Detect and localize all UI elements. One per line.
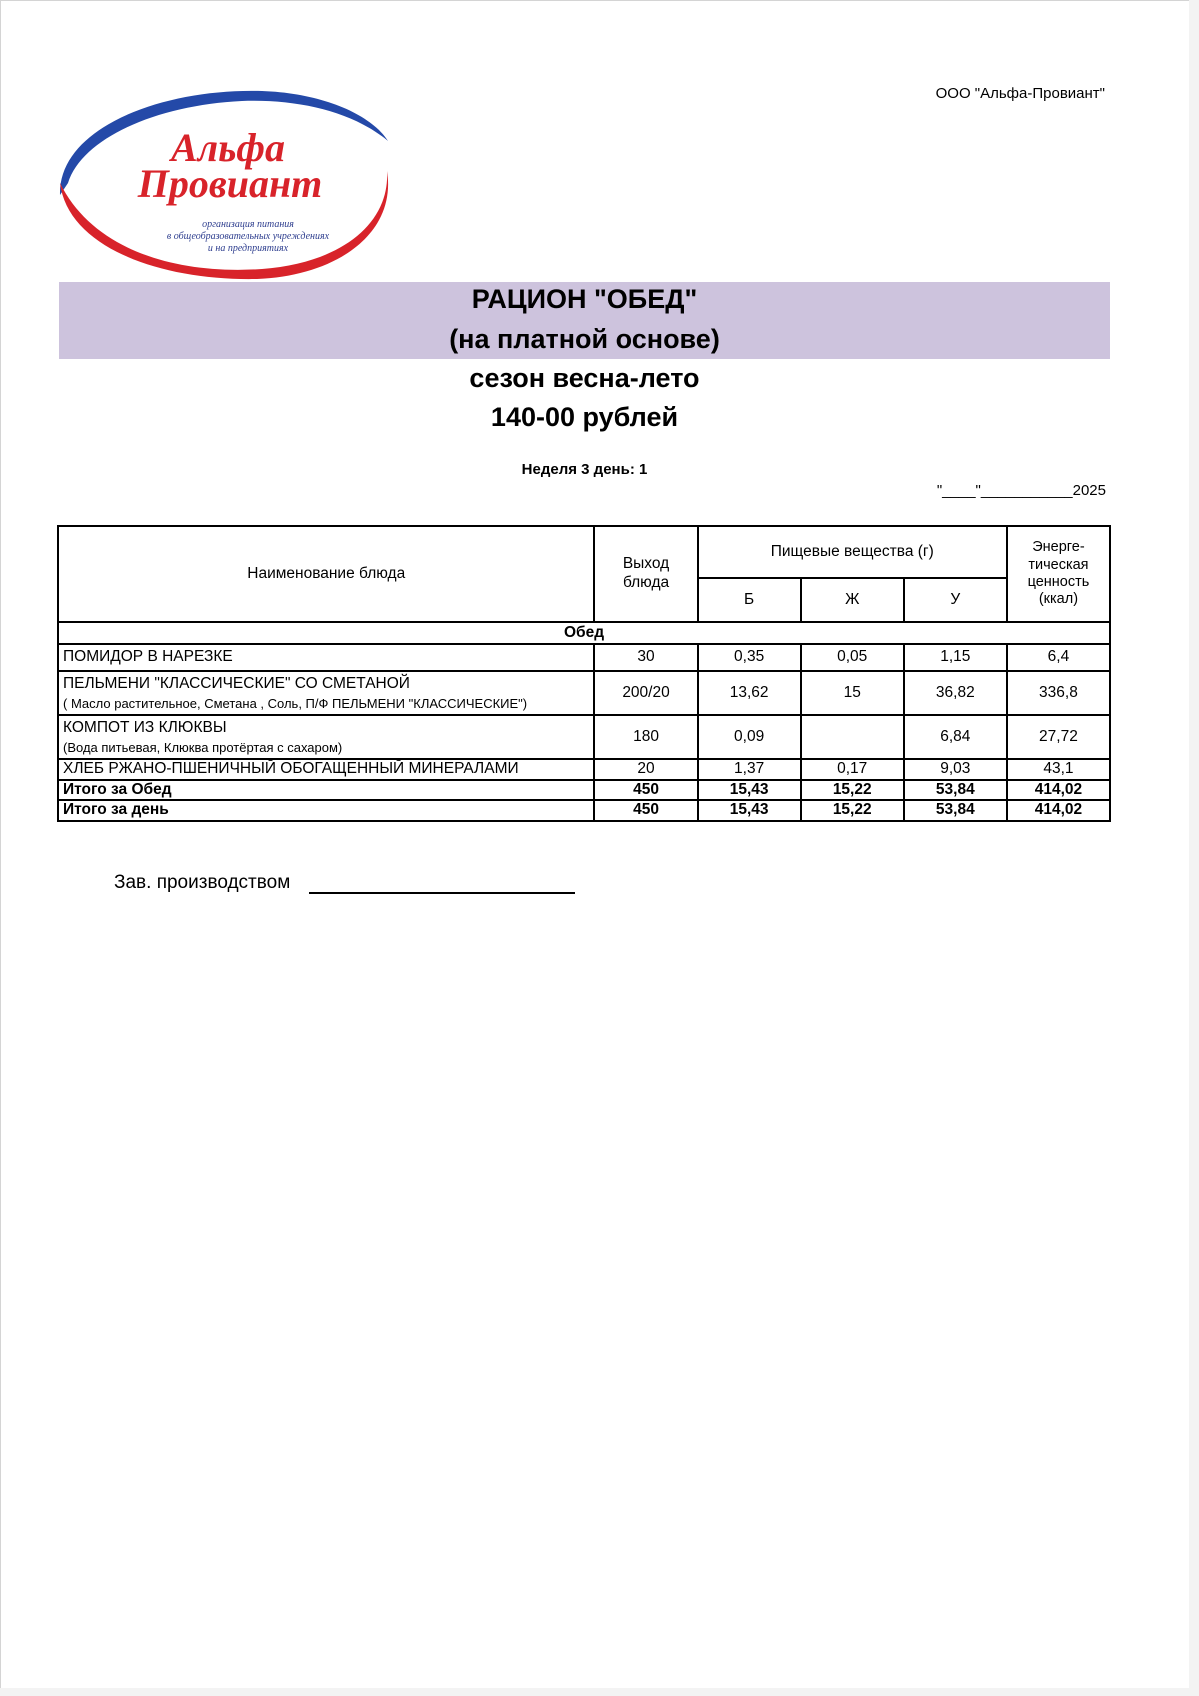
total-label: Итого за Обед bbox=[58, 780, 594, 801]
total-yield: 450 bbox=[594, 780, 697, 801]
header-fat: Ж bbox=[801, 578, 904, 622]
total-energy: 414,02 bbox=[1007, 780, 1110, 801]
section-lunch: Обед bbox=[58, 622, 1110, 644]
dish-fat: 15 bbox=[801, 671, 904, 715]
dish-energy: 336,8 bbox=[1007, 671, 1110, 715]
header-yield: Выход блюда bbox=[594, 526, 697, 622]
dish-protein: 13,62 bbox=[698, 671, 801, 715]
total-row-day bbox=[58, 800, 1110, 821]
dish-carbs: 1,15 bbox=[904, 644, 1007, 671]
logo-tagline2: в общеобразовательных учреждениях bbox=[166, 231, 330, 242]
total-carbs: 53,84 bbox=[904, 780, 1007, 801]
total-yield: 450 bbox=[594, 800, 697, 821]
total-row-lunch bbox=[58, 780, 1110, 801]
company-logo bbox=[52, 83, 390, 283]
dish-fat: 0,17 bbox=[801, 759, 904, 780]
week-day-label: Неделя 3 день: 1 bbox=[521, 461, 648, 478]
dish-protein: 0,35 bbox=[698, 644, 801, 671]
header-protein: Б bbox=[698, 578, 801, 622]
dish-carbs: 6,84 bbox=[904, 715, 1007, 759]
organization-name: ООО "Альфа-Провиант" bbox=[935, 85, 1105, 102]
total-protein: 15,43 bbox=[698, 780, 801, 801]
logo-line2: Провиант bbox=[137, 161, 323, 206]
table-row bbox=[58, 759, 1110, 780]
title-season: сезон весна-лето bbox=[469, 363, 700, 393]
dish-yield: 20 bbox=[594, 759, 697, 780]
dish-energy: 27,72 bbox=[1007, 715, 1110, 759]
total-label: Итого за день bbox=[58, 800, 594, 821]
table-row bbox=[58, 715, 1110, 759]
date-field: "____"___________2025 bbox=[936, 482, 1106, 499]
logo-tagline3: и на предприятиях bbox=[207, 243, 289, 254]
header-carbs: У bbox=[904, 578, 1007, 622]
dish-energy: 6,4 bbox=[1007, 644, 1110, 671]
logo-tagline1: организация питания bbox=[202, 219, 294, 230]
dish-carbs: 36,82 bbox=[904, 671, 1007, 715]
header-dish-name: Наименование блюда bbox=[58, 526, 594, 622]
dish-carbs: 9,03 bbox=[904, 759, 1007, 780]
dish-energy: 43,1 bbox=[1007, 759, 1110, 780]
logo-line1: Альфа bbox=[170, 125, 286, 170]
header-energy: Энерге-тическая ценность (ккал) bbox=[1007, 526, 1110, 622]
dish-name: ХЛЕБ РЖАНО-ПШЕНИЧНЫЙ ОБОГАЩЕННЫЙ МИНЕРАЛАМИ bbox=[58, 759, 594, 780]
table-row bbox=[58, 671, 1110, 715]
page-edge-right bbox=[1189, 0, 1199, 1696]
title-price: 140-00 рублей bbox=[490, 402, 679, 432]
dish-fat bbox=[801, 715, 904, 759]
dish-ingredients: (Вода питьевая, Клюква протёртая с сахаром) bbox=[63, 739, 343, 755]
dish-ingredients: ( Масло растительное, Сметана , Соль, П/Ф ПЕЛЬМЕНИ "КЛАССИЧЕСКИЕ") bbox=[63, 695, 528, 711]
total-fat: 15,22 bbox=[801, 780, 904, 801]
title-basis: (на платной основе) bbox=[449, 324, 720, 354]
dish-name: ПОМИДОР В НАРЕЗКЕ bbox=[58, 644, 594, 671]
total-energy: 414,02 bbox=[1007, 800, 1110, 821]
total-fat: 15,22 bbox=[801, 800, 904, 821]
header-nutrients: Пищевые вещества (г) bbox=[698, 526, 1007, 578]
page-edge-bottom bbox=[0, 1688, 1199, 1696]
menu-table bbox=[57, 525, 1111, 822]
total-carbs: 53,84 bbox=[904, 800, 1007, 821]
dish-yield: 180 bbox=[594, 715, 697, 759]
signature-label: Зав. производством bbox=[114, 872, 291, 893]
dish-yield: 200/20 bbox=[594, 671, 697, 715]
dish-name: КОМПОТ ИЗ КЛЮКВЫ (Вода питьевая, Клюква протёртая с сахаром) bbox=[58, 715, 594, 759]
title-ration: РАЦИОН "ОБЕД" bbox=[471, 284, 698, 314]
dish-protein: 0,09 bbox=[698, 715, 801, 759]
signature-line bbox=[309, 892, 575, 894]
table-row bbox=[58, 644, 1110, 671]
total-protein: 15,43 bbox=[698, 800, 801, 821]
dish-yield: 30 bbox=[594, 644, 697, 671]
dish-name: ПЕЛЬМЕНИ "КЛАССИЧЕСКИЕ" СО СМЕТАНОЙ ( Масло растительное, Сметана , Соль, П/Ф ПЕЛЬМЕНИ "КЛАССИЧЕСКИЕ") bbox=[58, 671, 594, 715]
dish-fat: 0,05 bbox=[801, 644, 904, 671]
dish-protein: 1,37 bbox=[698, 759, 801, 780]
